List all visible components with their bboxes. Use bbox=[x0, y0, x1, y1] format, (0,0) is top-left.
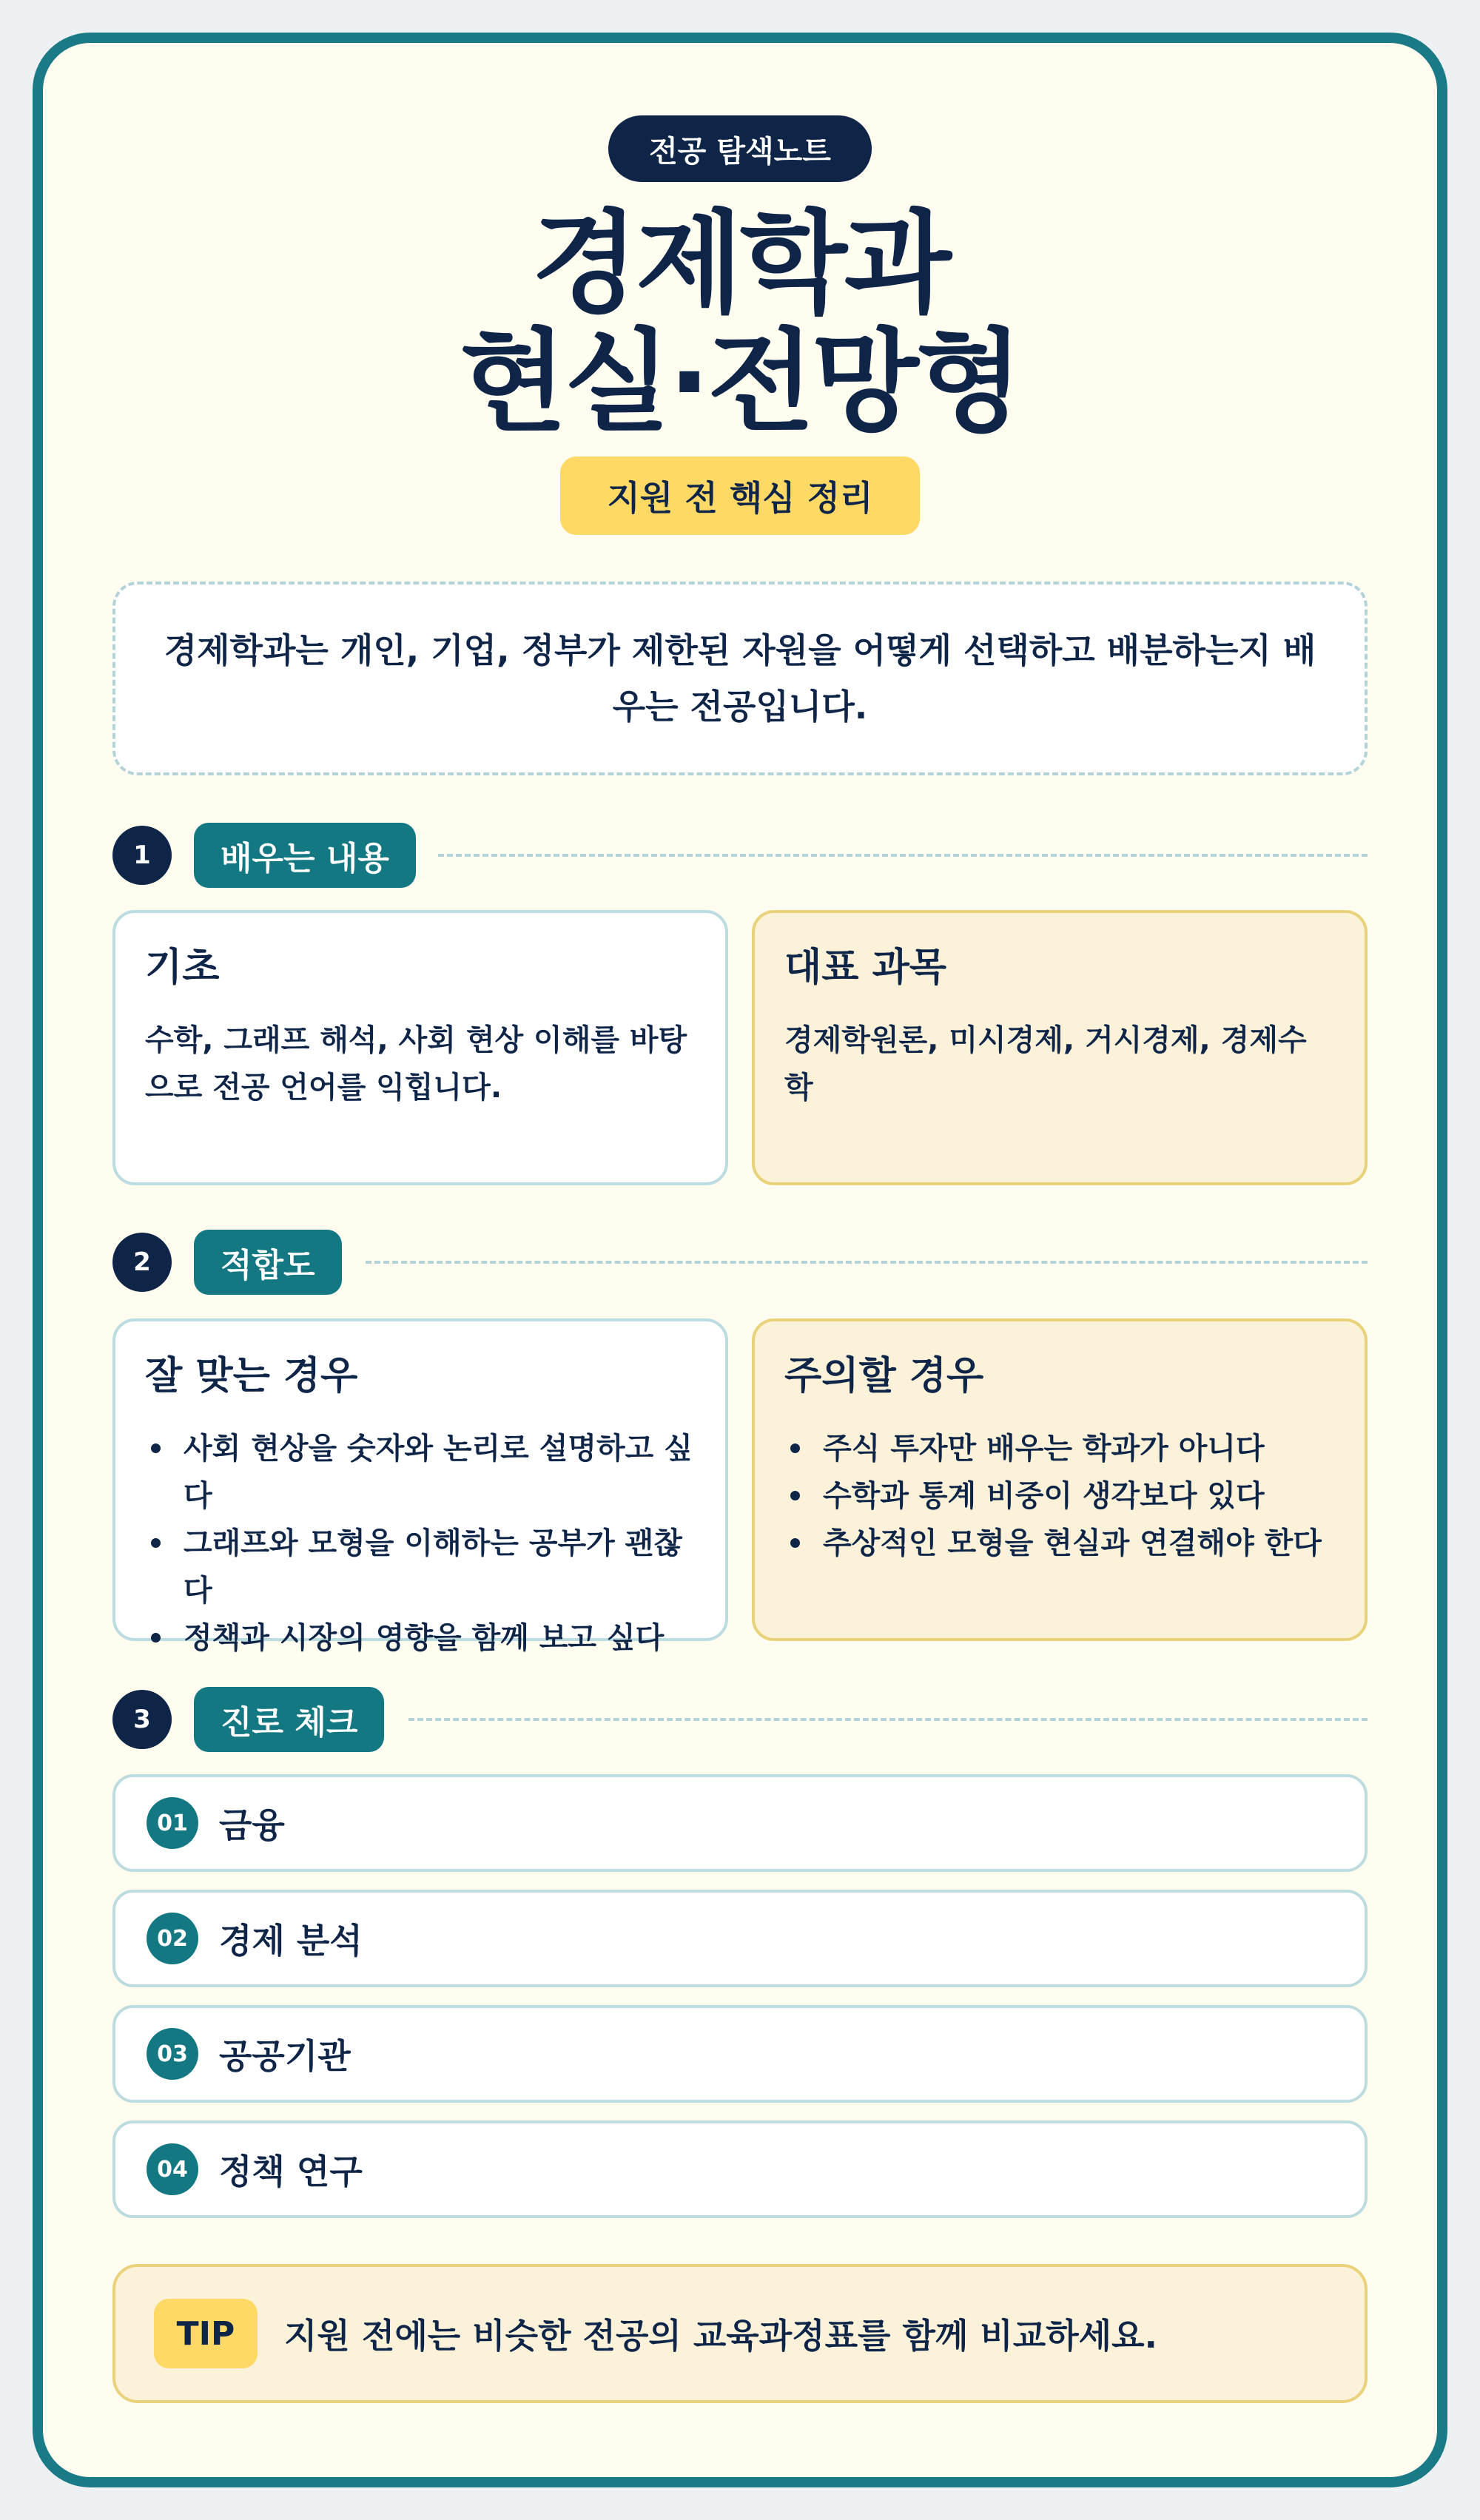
intro-box bbox=[112, 582, 1368, 775]
career-label: 공공기관 bbox=[219, 2036, 351, 2076]
career-label: 정책 연구 bbox=[219, 2152, 363, 2191]
caution-item: 추상적인 모형을 현실과 연결해야 한다 bbox=[784, 1520, 1335, 1567]
core-subjects-card-body: 경제학원론, 미시경제, 거시경제, 경제수학 bbox=[784, 1023, 1307, 1105]
basics-card-title: 기초 bbox=[145, 946, 220, 990]
career-item-public-institution bbox=[112, 2005, 1368, 2103]
category-badge: 전공 탐색노트 bbox=[608, 115, 872, 182]
career-number: 02 bbox=[147, 1913, 198, 1964]
bullet-dot bbox=[151, 1443, 161, 1453]
page-title-line-2: 현실·전망형 bbox=[460, 318, 1020, 447]
core-subjects-card bbox=[752, 910, 1368, 1185]
basics-card-body: 수학, 그래프 해석, 사회 현상 이해를 바탕으로 전공 언어를 익힙니다. bbox=[145, 1023, 687, 1105]
career-item-economic-analysis bbox=[112, 1890, 1368, 1987]
caution-card bbox=[752, 1318, 1368, 1641]
career-item-finance bbox=[112, 1774, 1368, 1872]
good-fit-list bbox=[145, 1425, 696, 1662]
career-label: 경제 분석 bbox=[219, 1921, 363, 1961]
section-2-label: 적합도 bbox=[194, 1230, 342, 1295]
career-number: 04 bbox=[147, 2143, 198, 2195]
bullet-dot bbox=[151, 1633, 161, 1643]
bullet-dot bbox=[790, 1538, 800, 1548]
career-number: 01 bbox=[147, 1797, 198, 1849]
good-fit-item: 정책과 시장의 영향을 함께 보고 싶다 bbox=[145, 1614, 696, 1662]
section-1-divider bbox=[438, 854, 1368, 857]
section-3-label: 진로 체크 bbox=[194, 1687, 384, 1752]
bullet-dot bbox=[790, 1443, 800, 1453]
section-3-number: 3 bbox=[112, 1690, 172, 1749]
good-fit-item: 사회 현상을 숫자와 논리로 설명하고 싶다 bbox=[145, 1425, 696, 1520]
bullet-dot bbox=[790, 1491, 800, 1500]
basics-card bbox=[112, 910, 728, 1185]
career-number: 03 bbox=[147, 2028, 198, 2080]
section-1-number: 1 bbox=[112, 826, 172, 885]
caution-list bbox=[784, 1425, 1335, 1567]
tip-badge: TIP bbox=[154, 2299, 258, 2368]
core-subjects-card-title: 대표 과목 bbox=[784, 946, 947, 990]
bullet-dot bbox=[151, 1538, 161, 1548]
tip-text: 지원 전에는 비슷한 전공의 교육과정표를 함께 비교하세요. bbox=[284, 2316, 1158, 2356]
good-fit-card bbox=[112, 1318, 728, 1655]
subtitle-badge: 지원 전 핵심 정리 bbox=[560, 457, 920, 535]
good-fit-card-title: 잘 맞는 경우 bbox=[145, 1354, 358, 1398]
career-item-policy-research bbox=[112, 2120, 1368, 2218]
section-2-divider bbox=[366, 1261, 1368, 1264]
section-3-divider bbox=[408, 1718, 1368, 1721]
section-2-number: 2 bbox=[112, 1233, 172, 1292]
career-label: 금융 bbox=[219, 1805, 285, 1845]
page-title-line-1: 경제학과 bbox=[531, 200, 949, 329]
intro-text: 경제학과는 개인, 기업, 정부가 제한된 자원을 어떻게 선택하고 배분하는지 배우는 전공입니다. bbox=[164, 630, 1316, 727]
caution-item: 수학과 통계 비중이 생각보다 있다 bbox=[784, 1472, 1335, 1520]
section-1-label: 배우는 내용 bbox=[194, 823, 416, 888]
tip-box bbox=[112, 2264, 1368, 2403]
good-fit-item: 그래프와 모형을 이해하는 공부가 괜찮다 bbox=[145, 1520, 696, 1614]
caution-card-title: 주의할 경우 bbox=[784, 1354, 984, 1398]
caution-item: 주식 투자만 배우는 학과가 아니다 bbox=[784, 1425, 1335, 1472]
